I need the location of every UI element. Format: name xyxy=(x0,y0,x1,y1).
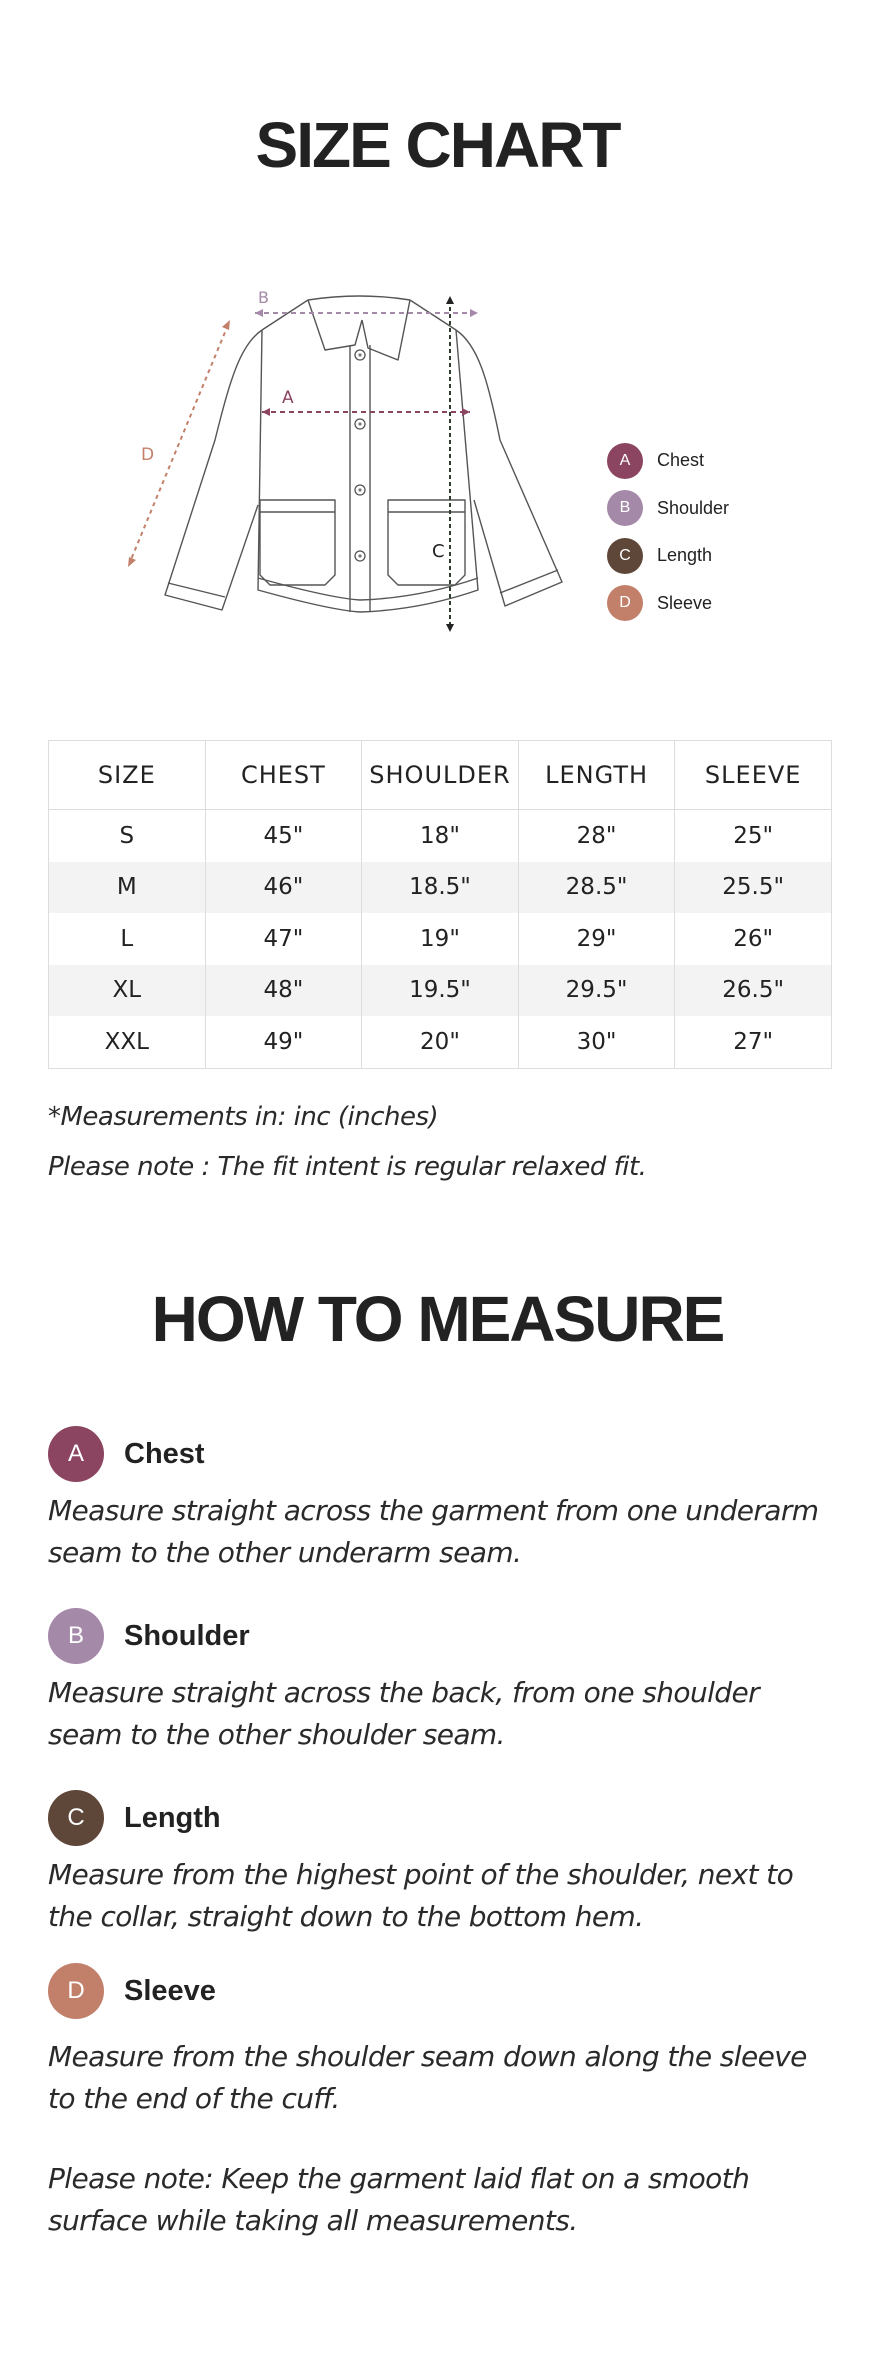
cell-chest: 48" xyxy=(205,965,362,1017)
legend-badge-b: B xyxy=(607,490,643,526)
diagram-label-d: D xyxy=(141,445,155,465)
measure-badge-c: C xyxy=(48,1790,104,1846)
measure-badge-a: A xyxy=(48,1426,104,1482)
legend-badge-a: A xyxy=(607,443,643,479)
measure-description-length: Measure from the highest point of the shoulder, next to the collar, straight down to the bottom hem. xyxy=(48,1858,794,1933)
table-header-row xyxy=(49,741,832,810)
legend-badge-d: D xyxy=(607,585,643,621)
how-to-measure-title: HOW TO MEASURE xyxy=(151,1283,724,1355)
table-row xyxy=(49,862,832,914)
legend-label: Chest xyxy=(657,450,705,471)
cell-sleeve: 25.5" xyxy=(675,862,832,914)
measure-badge-b: B xyxy=(48,1608,104,1664)
jacket-illustration xyxy=(120,272,590,652)
cell-shoulder: 19" xyxy=(362,913,519,965)
measure-name: Shoulder xyxy=(124,1619,250,1652)
header-length: LENGTH xyxy=(518,741,675,810)
diagram-label-b: B xyxy=(258,288,269,307)
size-table xyxy=(48,740,832,1069)
cell-chest: 45" xyxy=(205,810,362,862)
legend-item-shoulder xyxy=(607,485,729,533)
header-size: SIZE xyxy=(49,741,206,810)
measure-heading-length xyxy=(48,1790,221,1846)
cell-length: 28.5" xyxy=(518,862,675,914)
measure-name: Sleeve xyxy=(124,1974,216,2007)
measure-name: Length xyxy=(124,1801,221,1834)
legend-label: Length xyxy=(657,545,713,566)
table-row xyxy=(49,913,832,965)
measurement-legend xyxy=(607,437,729,627)
cell-chest: 46" xyxy=(205,862,362,914)
cell-shoulder: 20" xyxy=(362,1016,519,1068)
cell-size: XXL xyxy=(49,1016,206,1068)
measure-name: Chest xyxy=(124,1437,205,1470)
diagram-label-a: A xyxy=(282,388,294,408)
table-row xyxy=(49,965,832,1017)
header-chest: CHEST xyxy=(205,741,362,810)
cell-length: 29.5" xyxy=(518,965,675,1017)
legend-item-length xyxy=(607,532,729,580)
measure-description-shoulder: Measure straight across the back, from one shoulder seam to the other shoulder seam. xyxy=(48,1676,759,1751)
size-chart-title: SIZE CHART xyxy=(255,109,620,181)
legend-badge-c: C xyxy=(607,538,643,574)
cell-size: S xyxy=(49,810,206,862)
legend-label: Shoulder xyxy=(657,497,730,518)
fit-note: Please note : The fit intent is regular relaxed fit. xyxy=(48,1152,647,1182)
cell-size: M xyxy=(49,862,206,914)
table-row xyxy=(49,810,832,862)
table-row xyxy=(49,1016,832,1068)
cell-size: XL xyxy=(49,965,206,1017)
measure-description-sleeve: Measure from the shoulder seam down along the sleeve to the end of the cuff. xyxy=(48,2040,807,2115)
cell-shoulder: 18.5" xyxy=(362,862,519,914)
cell-sleeve: 26" xyxy=(675,913,832,965)
legend-label: Sleeve xyxy=(657,592,713,613)
measure-badge-d: D xyxy=(48,1963,104,2019)
cell-sleeve: 25" xyxy=(675,810,832,862)
header-shoulder: SHOULDER xyxy=(362,741,519,810)
cell-length: 29" xyxy=(518,913,675,965)
units-note: *Measurements in: inc (inches) xyxy=(48,1102,439,1132)
final-note: Please note: Keep the garment laid flat on a smooth surface while taking all measurements. xyxy=(48,2162,750,2237)
measure-description-chest: Measure straight across the garment from one underarm seam to the other underarm seam. xyxy=(48,1494,819,1569)
cell-length: 30" xyxy=(518,1016,675,1068)
cell-chest: 49" xyxy=(205,1016,362,1068)
measure-heading-chest xyxy=(48,1426,205,1482)
jacket-diagram xyxy=(120,272,590,652)
cell-sleeve: 27" xyxy=(675,1016,832,1068)
diagram-label-c: C xyxy=(432,541,445,562)
cell-shoulder: 18" xyxy=(362,810,519,862)
measure-heading-shoulder xyxy=(48,1608,250,1664)
cell-length: 28" xyxy=(518,810,675,862)
cell-chest: 47" xyxy=(205,913,362,965)
cell-sleeve: 26.5" xyxy=(675,965,832,1017)
measure-heading-sleeve xyxy=(48,1963,216,2019)
cell-shoulder: 19.5" xyxy=(362,965,519,1017)
legend-item-chest xyxy=(607,437,729,485)
header-sleeve: SLEEVE xyxy=(675,741,832,810)
cell-size: L xyxy=(49,913,206,965)
legend-item-sleeve xyxy=(607,580,729,628)
